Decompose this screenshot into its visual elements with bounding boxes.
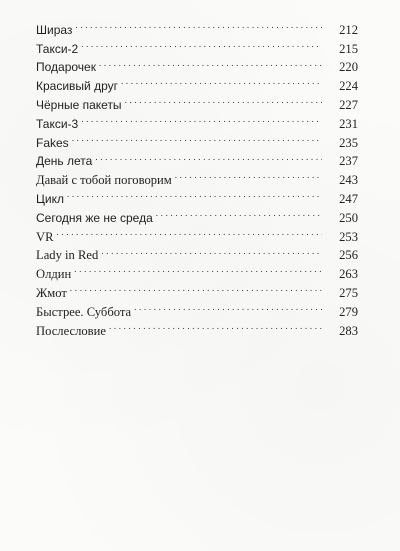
toc-entry-page: 237 — [339, 154, 358, 169]
toc-entry-title: Такси-3 — [36, 116, 79, 131]
toc-leader-dots — [67, 184, 322, 203]
toc-entry-page: 253 — [339, 229, 358, 244]
toc-entry-title: Чёрные пакеты — [36, 97, 122, 112]
toc-entry-title: Жмот — [36, 285, 67, 300]
toc-entry — [36, 222, 358, 244]
toc-entry — [36, 297, 358, 319]
toc-leader-dots — [99, 53, 322, 72]
toc-entry-title: Послесловие — [36, 323, 106, 338]
toc-leader-dots — [156, 203, 322, 222]
toc-entry — [36, 34, 358, 56]
toc-entry-page: 250 — [339, 210, 358, 225]
toc-entry — [36, 53, 358, 75]
toc-entry-title: Олдин — [36, 267, 72, 282]
toc-entry — [36, 15, 358, 37]
toc-leader-dots — [95, 147, 322, 166]
toc-entry-title: Lady in Red — [36, 248, 99, 263]
toc-entry — [36, 203, 358, 225]
toc-entry-page: 283 — [339, 323, 358, 338]
toc-leader-dots — [70, 278, 322, 297]
toc-leader-dots — [81, 34, 322, 53]
toc-entry-title: Быстрее. Суббота — [36, 304, 132, 319]
toc-entry-page: 212 — [339, 22, 358, 37]
toc-entry-title: Цикл — [36, 191, 64, 206]
toc-entry-page: 247 — [339, 191, 358, 206]
toc-leader-dots — [109, 316, 322, 335]
toc-entry-page: 263 — [339, 267, 358, 282]
toc-leader-dots — [72, 128, 322, 147]
toc-leader-dots — [121, 71, 322, 90]
toc-entry — [36, 109, 358, 131]
toc-entry — [36, 259, 358, 282]
toc-entry-page: 275 — [339, 285, 358, 300]
toc-leader-dots — [75, 15, 322, 34]
toc-entry-page: 231 — [339, 116, 358, 131]
toc-entry — [36, 278, 358, 300]
toc-entry-title: Подарочек — [36, 60, 96, 75]
toc-leader-dots — [74, 259, 322, 278]
toc-entry-page: 227 — [339, 97, 358, 112]
toc-entry — [36, 184, 358, 206]
toc-entry-title: День лета — [36, 154, 93, 169]
toc-entry-title: VR — [36, 229, 54, 244]
toc-entry-page: 279 — [339, 304, 358, 319]
toc-entry-page: 256 — [339, 248, 358, 263]
toc-leader-dots — [81, 109, 322, 128]
toc-leader-dots — [175, 165, 322, 184]
toc-entry-title: Сегодня же не среда — [36, 210, 153, 225]
toc-leader-dots — [101, 241, 322, 260]
toc-leader-dots — [134, 297, 322, 316]
toc-entry-page: 220 — [339, 60, 358, 75]
toc-entry-page: 243 — [339, 173, 358, 188]
toc-entry-title: Шираз — [36, 22, 73, 37]
toc-leader-dots — [125, 90, 322, 109]
table-of-contents — [36, 15, 358, 338]
toc-entry-page: 224 — [339, 79, 358, 94]
toc-entry-title: Fakes — [36, 135, 69, 150]
toc-entry — [36, 147, 358, 169]
toc-entry — [36, 241, 358, 263]
toc-entry-title: Такси-2 — [36, 41, 79, 56]
toc-entry-page: 215 — [339, 41, 358, 56]
toc-entry-title: Красивый друг — [36, 79, 118, 94]
toc-entry — [36, 128, 358, 150]
toc-entry-title: Давай с тобой поговорим — [36, 173, 172, 188]
toc-entry-page: 235 — [339, 135, 358, 150]
toc-leader-dots — [57, 222, 323, 241]
